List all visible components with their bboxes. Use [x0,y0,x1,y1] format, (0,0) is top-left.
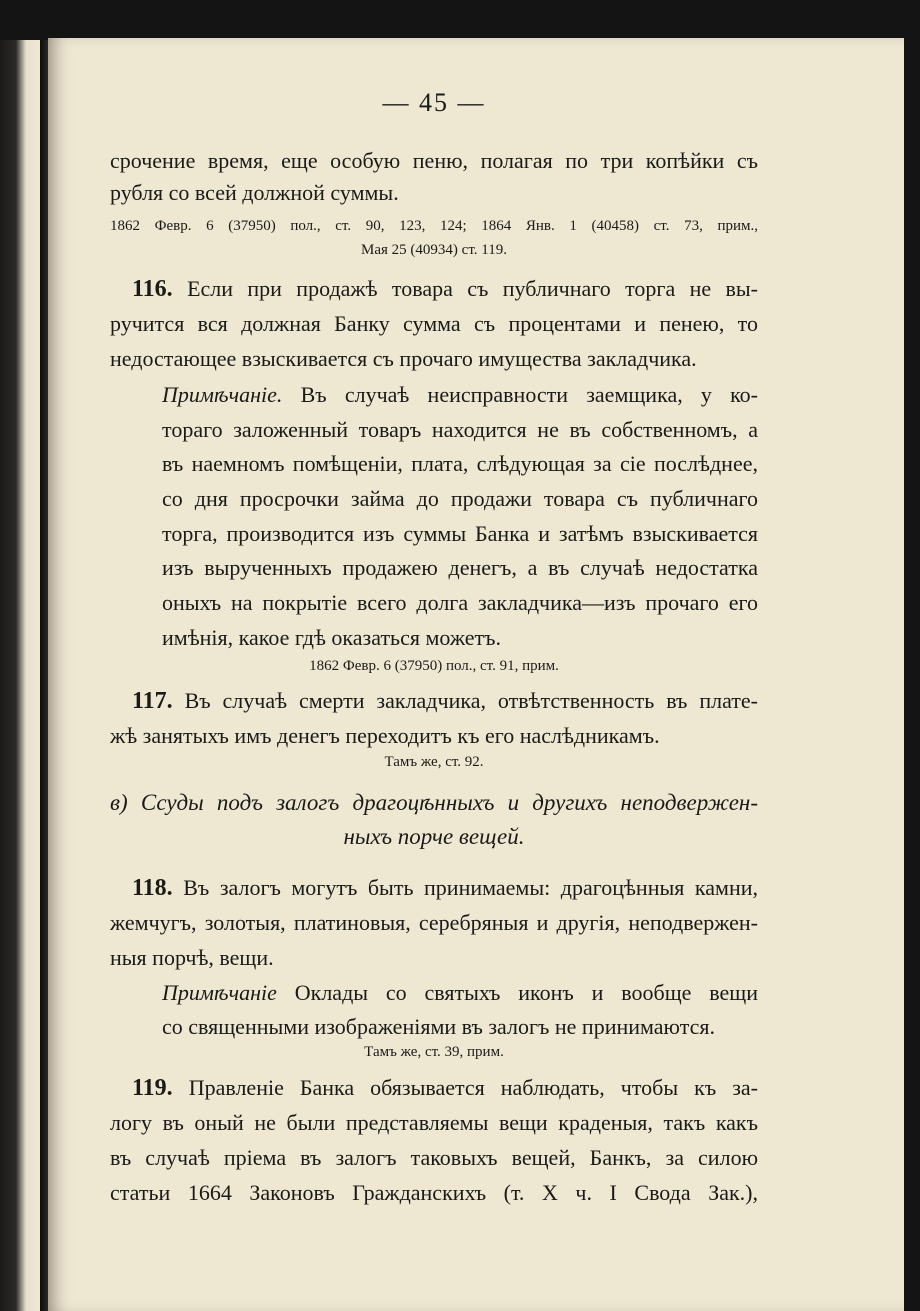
reference-line: Тамъ же, ст. 39, прим. [364,1044,504,1060]
article-number: 118. [132,875,173,901]
note-first-line [162,380,758,410]
reference-line: 1862 Февр. 6 (37950) пол., ст. 90, 123, 124; 1864 Янв. 1 (40458) ст. 73, прим., [110,218,758,234]
text-line: статьи 1664 Законовъ Гражданскихъ (т. X ч. I Свода Зак.), [110,1180,758,1205]
article-text: Въ залогъ могутъ быть принимаемы: драгоцѣнныя камни, [183,875,758,900]
note-line: въ наемномъ помѣщеніи, плата, слѣдующая за сіе послѣднее, [162,451,758,476]
note-line: изъ вырученныхъ продажею денегъ, а въ случаѣ недостатка [162,555,758,580]
text-line: ручится вся должная Банку сумма съ процентами и пенею, то [110,311,758,336]
article-text: Правленіе Банка обязывается наблюдать, чтобы къ за- [188,1075,759,1100]
text-line: ныя порчѣ, вещи. [110,945,274,970]
text-line: жѣ занятыхъ имъ денегъ переходитъ къ его наслѣдникамъ. [110,723,660,748]
note-text: Въ случаѣ неисправности заемщика, у ко- [300,382,758,407]
article-118-first-line [132,873,758,903]
reference-line: Мая 25 (40934) ст. 119. [361,242,507,258]
note-first-line [162,978,758,1008]
book-page [48,38,904,1311]
previous-page-edge [0,40,40,1311]
article-text: Въ случаѣ смерти закладчика, отвѣтственность въ плате- [184,688,758,713]
note-line: со дня просрочки займа до продажи товара съ публичнаго [162,486,758,511]
note-line: со священными изображеніями въ залогъ не принимаются. [162,1014,715,1039]
note-line: имѣнія, какое гдѣ оказаться можетъ. [162,625,502,650]
article-116-first-line [132,274,758,304]
text-line: рубля со всей должной суммы. [110,180,399,205]
text-line: въ случаѣ пріема въ залогъ таковыхъ вещей, Банкъ, за силою [110,1145,758,1170]
reference-line: Тамъ же, ст. 92. [384,754,484,770]
section-heading: ныхъ порче вещей. [343,824,525,849]
article-number: 119. [132,1075,173,1101]
text-line: логу въ оный не были представляемы вещи краденыя, такъ какъ [110,1110,758,1135]
article-number: 116. [132,276,173,302]
text-line: недостающее взыскивается съ прочаго имущества закладчика. [110,346,697,371]
page-number: — 45 — [382,88,486,117]
note-line: торга, производится изъ суммы Банка и затѣмъ взыскивается [162,521,758,546]
text-line: срочение время, еще особую пеню, полагая по три копѣйки съ [110,148,758,173]
article-text: Если при продажѣ товара съ публичнаго торга не вы- [187,276,758,301]
article-117-first-line [132,686,758,716]
note-label: Примѣчаніе [162,980,277,1005]
reference-line: 1862 Февр. 6 (37950) пол., ст. 91, прим. [309,658,559,674]
section-heading: в) Ссуды подъ залогъ драгоцѣнныхъ и другихъ неподвержен- [110,790,758,815]
note-line: оныхъ на покрытіе всего долга закладчика—изъ прочаго его [162,590,758,615]
text-line: жемчугъ, золотыя, платиновыя, серебряныя и другія, неподвержен- [110,910,758,935]
article-119-first-line [132,1073,758,1103]
article-number: 117. [132,688,173,714]
note-line: тораго заложенный товаръ находится не въ собственномъ, а [162,417,758,442]
note-label: Примѣчаніе. [162,382,283,407]
note-text: Оклады со святыхъ иконъ и вообще вещи [294,980,758,1005]
